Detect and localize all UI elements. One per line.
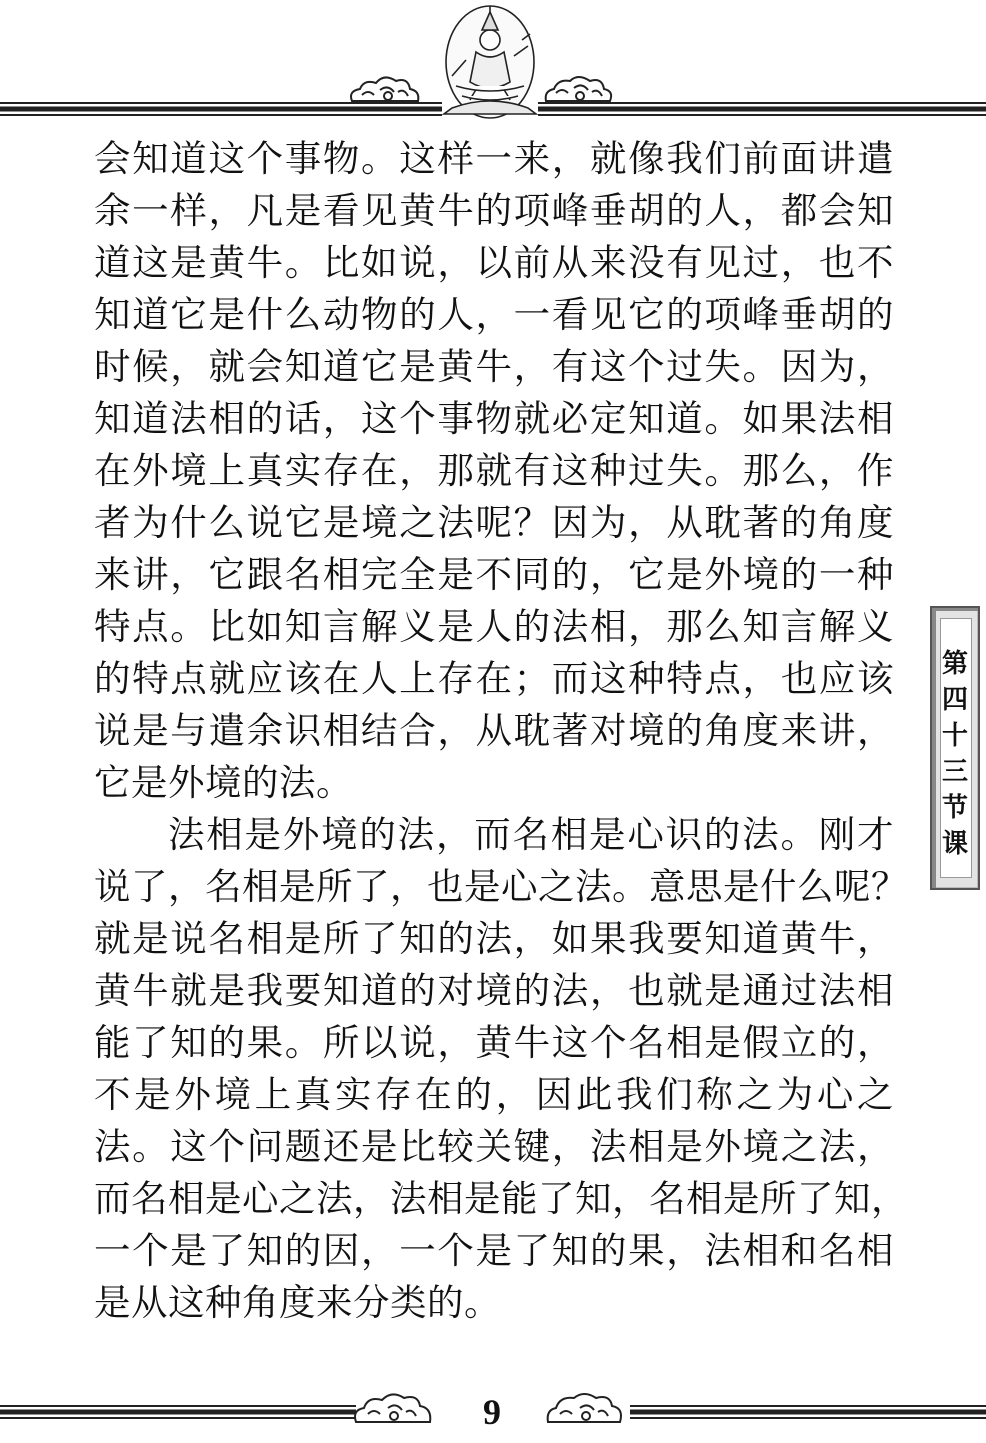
text-line: 会知道这个事物。这样一来，就像我们前面讲遣 bbox=[94, 137, 894, 180]
text-line: 不是外境上真实存在的，因此我们称之为心之 bbox=[94, 1073, 894, 1116]
text-line: 余一样，凡是看见黄牛的项峰垂胡的人，都会知 bbox=[94, 189, 894, 232]
chapter-label-char: 课 bbox=[941, 829, 968, 859]
text-line: 知道它是什么动物的人，一看见它的项峰垂胡的 bbox=[94, 293, 894, 336]
chapter-label bbox=[932, 646, 978, 862]
cloud-scroll-icon bbox=[548, 1394, 621, 1422]
text-line: 的特点就应该在人上存在；而这种特点，也应该 bbox=[94, 657, 894, 700]
text-line: 它是外境的法。 bbox=[94, 761, 353, 804]
text-line: 而名相是心之法，法相是能了知，名相是所了知， bbox=[94, 1177, 908, 1220]
deity-figure-icon bbox=[444, 6, 536, 118]
text-line: 黄牛就是我要知道的对境的法，也就是通过法相 bbox=[94, 969, 894, 1012]
text-line: 特点。比如知言解义是人的法相，那么知言解义 bbox=[94, 605, 894, 648]
header-ornament bbox=[0, 0, 986, 125]
body-text bbox=[94, 133, 908, 1329]
text-line: 道这是黄牛。比如说，以前从来没有见过，也不 bbox=[94, 241, 894, 284]
text-line: 来讲，它跟名相完全是不同的，它是外境的一种 bbox=[94, 553, 894, 596]
text-line: 法。这个问题还是比较关键，法相是外境之法， bbox=[94, 1125, 894, 1168]
chapter-label-char: 三 bbox=[941, 757, 968, 787]
text-line: 说是与遣余识相结合，从耽著对境的角度来讲， bbox=[94, 709, 894, 752]
cloud-scroll-icon bbox=[546, 77, 611, 101]
chapter-label-char: 第 bbox=[941, 649, 968, 679]
text-line: 者为什么说它是境之法呢？因为，从耽著的角度 bbox=[94, 501, 894, 544]
text-line: 时候，就会知道它是黄牛，有这个过失。因为， bbox=[94, 345, 894, 388]
page-number: 9 bbox=[483, 1392, 501, 1432]
chapter-label-char: 十 bbox=[941, 721, 968, 751]
text-line: 一个是了知的因，一个是了知的果，法相和名相 bbox=[94, 1229, 894, 1272]
text-line: 是从这种角度来分类的。 bbox=[94, 1281, 501, 1324]
cloud-scroll-icon bbox=[351, 77, 418, 101]
chapter-label-char: 四 bbox=[941, 685, 968, 715]
chapter-label-char: 节 bbox=[941, 793, 968, 823]
cloud-scroll-icon bbox=[355, 1394, 430, 1422]
text-line: 法相是外境的法，而名相是心识的法。刚才 bbox=[168, 813, 894, 856]
chapter-side-tab bbox=[930, 606, 980, 890]
text-line: 能了知的果。所以说，黄牛这个名相是假立的， bbox=[94, 1021, 894, 1064]
text-line: 说了，名相是所了，也是心之法。意思是什么呢？ bbox=[94, 865, 908, 908]
text-line: 就是说名相是所了知的法，如果我要知道黄牛， bbox=[94, 917, 894, 960]
text-line: 在外境上真实存在，那就有这种过失。那么，作 bbox=[94, 449, 894, 492]
text-line: 知道法相的话，这个事物就必定知道。如果法相 bbox=[94, 397, 894, 440]
